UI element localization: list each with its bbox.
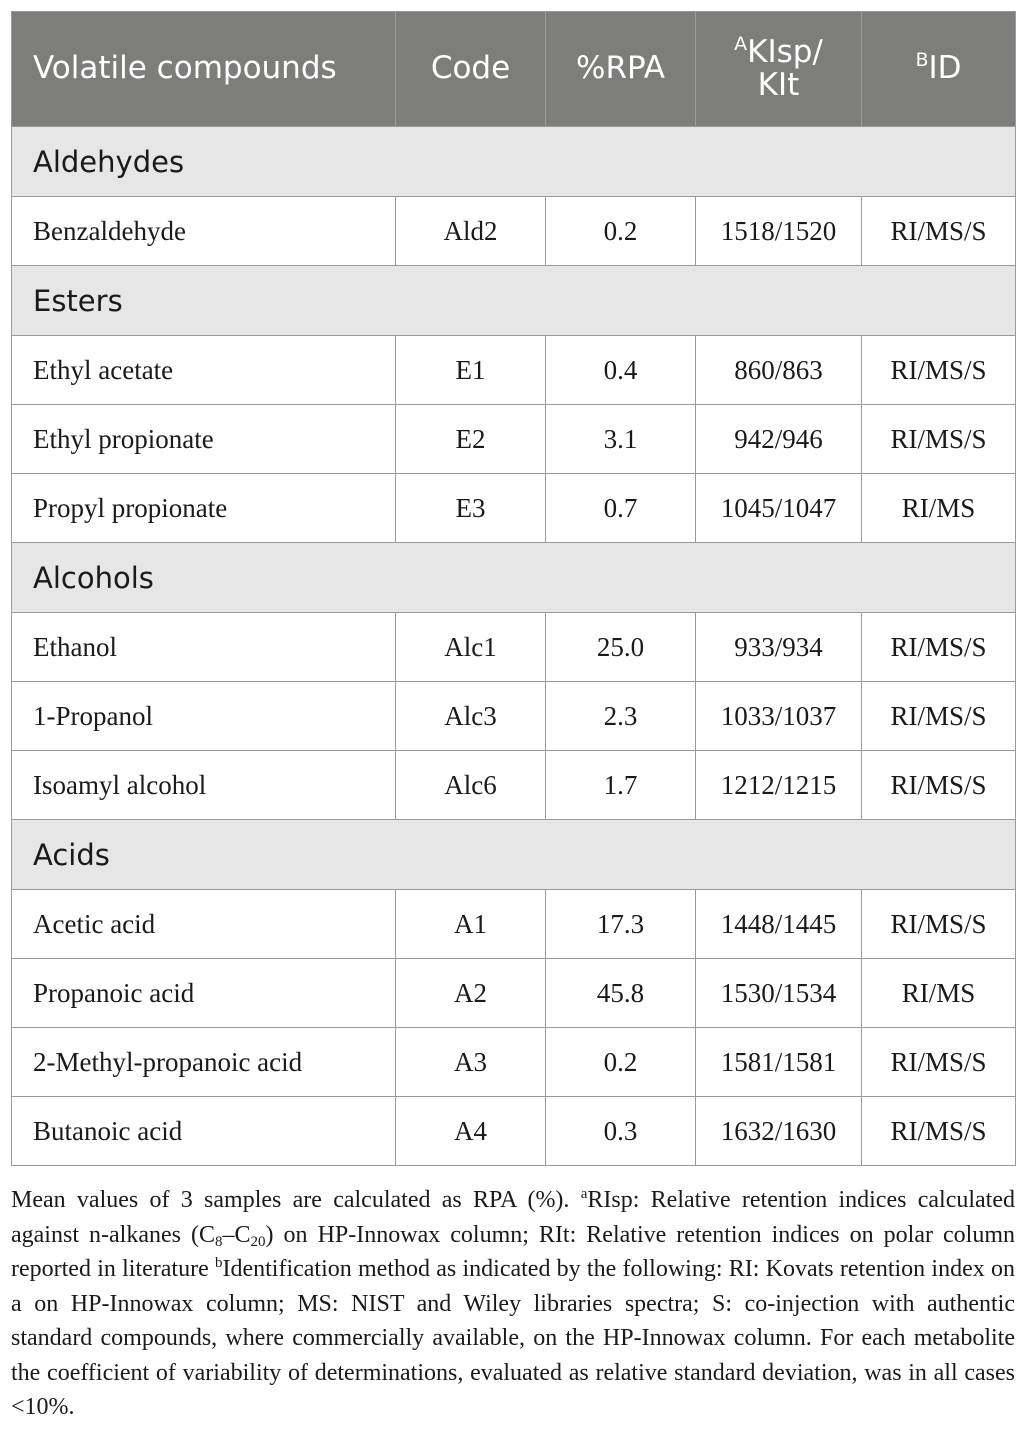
cell-code: E3 (396, 474, 546, 543)
cell-compound: 2-Methyl-propanoic acid (12, 1028, 396, 1097)
footnote-sup-b: b (214, 1255, 223, 1271)
cell-id: RI/MS/S (862, 336, 1016, 405)
table-footnote (11, 1183, 1015, 1425)
cell-compound: Benzaldehyde (12, 197, 396, 266)
volatile-compounds-table-container (11, 11, 1015, 1166)
footnote-part-4: ) on HP-Innowax column; RIt: Relative retention indices on polar column reported in literature (11, 1221, 1015, 1282)
table-row (12, 959, 1016, 1028)
cell-compound: Butanoic acid (12, 1097, 396, 1166)
group-label: Alcohols (12, 543, 1016, 613)
footnote-sub-20: 20 (250, 1233, 266, 1250)
cell-ki: 933/934 (696, 613, 862, 682)
table-row (12, 336, 1016, 405)
table-row (12, 1097, 1016, 1166)
cell-code: A3 (396, 1028, 546, 1097)
header-code: Code (396, 12, 546, 127)
table-row (12, 405, 1016, 474)
table-row (12, 682, 1016, 751)
cell-rpa: 0.2 (546, 1028, 696, 1097)
footnote-part-3: –C (222, 1221, 251, 1248)
cell-id: RI/MS/S (862, 197, 1016, 266)
cell-id: RI/MS/S (862, 1028, 1016, 1097)
footnote-sub-8: 8 (215, 1233, 223, 1250)
cell-compound: Propyl propionate (12, 474, 396, 543)
table-row (12, 751, 1016, 820)
cell-id: RI/MS/S (862, 405, 1016, 474)
volatile-compounds-table (11, 11, 1016, 1166)
cell-code: E2 (396, 405, 546, 474)
cell-ki: 1045/1047 (696, 474, 862, 543)
cell-rpa: 0.4 (546, 336, 696, 405)
table-body (12, 127, 1016, 1166)
header-id-superscript: B (915, 49, 929, 72)
table-row (12, 474, 1016, 543)
cell-rpa: 17.3 (546, 890, 696, 959)
cell-compound: 1-Propanol (12, 682, 396, 751)
cell-id: RI/MS/S (862, 613, 1016, 682)
cell-code: A2 (396, 959, 546, 1028)
cell-rpa: 0.2 (546, 197, 696, 266)
cell-ki: 1033/1037 (696, 682, 862, 751)
cell-code: Ald2 (396, 197, 546, 266)
table-row (12, 613, 1016, 682)
cell-id: RI/MS (862, 474, 1016, 543)
header-id (862, 12, 1016, 127)
table-row (12, 1028, 1016, 1097)
header-id-label: ID (928, 50, 962, 87)
cell-code: A1 (396, 890, 546, 959)
group-label: Aldehydes (12, 127, 1016, 197)
cell-id: RI/MS/S (862, 751, 1016, 820)
cell-rpa: 2.3 (546, 682, 696, 751)
cell-compound: Propanoic acid (12, 959, 396, 1028)
cell-ki: 942/946 (696, 405, 862, 474)
cell-code: A4 (396, 1097, 546, 1166)
cell-compound: Acetic acid (12, 890, 396, 959)
cell-ki: 1530/1534 (696, 959, 862, 1028)
group-label: Acids (12, 820, 1016, 890)
cell-ki: 1448/1445 (696, 890, 862, 959)
cell-id: RI/MS (862, 959, 1016, 1028)
footnote-part-5: Identification method as indicated by the following: RI: Kovats retention index on a on HP-Innowax column; MS: NIST and Wiley libraries spectra; S: co-injection with authentic standard compounds, where commercially available, on the HP-Innowax column. For each metabolite the coefficient of variability of determinations, evaluated as relative standard deviation, was in all cases <10%. (11, 1256, 1015, 1420)
cell-compound: Ethyl propionate (12, 405, 396, 474)
footnote-part-2: RIsp: Relative retention indices calculated against n-alkanes (C (11, 1187, 1015, 1248)
header-ki (696, 12, 862, 127)
header-volatile-compounds: Volatile compounds (12, 12, 396, 127)
cell-rpa: 0.3 (546, 1097, 696, 1166)
table-row (12, 890, 1016, 959)
cell-rpa: 3.1 (546, 405, 696, 474)
group-row (12, 266, 1016, 336)
footnote-part-1: Mean values of 3 samples are calculated as RPA (%). (11, 1187, 581, 1213)
cell-compound: Ethanol (12, 613, 396, 682)
cell-ki: 1518/1520 (696, 197, 862, 266)
group-row (12, 820, 1016, 890)
table-header (12, 12, 1016, 127)
cell-ki: 860/863 (696, 336, 862, 405)
cell-ki: 1212/1215 (696, 751, 862, 820)
cell-code: E1 (396, 336, 546, 405)
header-ki-line2: KIt (757, 67, 800, 103)
cell-compound: Isoamyl alcohol (12, 751, 396, 820)
cell-ki: 1581/1581 (696, 1028, 862, 1097)
cell-rpa: 1.7 (546, 751, 696, 820)
header-rpa: %RPA (546, 12, 696, 127)
table-row (12, 197, 1016, 266)
cell-id: RI/MS/S (862, 682, 1016, 751)
group-row (12, 127, 1016, 197)
cell-id: RI/MS/S (862, 890, 1016, 959)
group-row (12, 543, 1016, 613)
header-ki-line1: KIsp/ (747, 33, 823, 70)
cell-id: RI/MS/S (862, 1097, 1016, 1166)
cell-rpa: 45.8 (546, 959, 696, 1028)
cell-code: Alc6 (396, 751, 546, 820)
group-label: Esters (12, 266, 1016, 336)
cell-rpa: 25.0 (546, 613, 696, 682)
cell-ki: 1632/1630 (696, 1097, 862, 1166)
footnote-sup-a: a (580, 1186, 588, 1202)
cell-code: Alc1 (396, 613, 546, 682)
cell-compound: Ethyl acetate (12, 336, 396, 405)
cell-code: Alc3 (396, 682, 546, 751)
header-row (12, 12, 1016, 127)
header-ki-superscript: A (734, 32, 748, 55)
cell-rpa: 0.7 (546, 474, 696, 543)
